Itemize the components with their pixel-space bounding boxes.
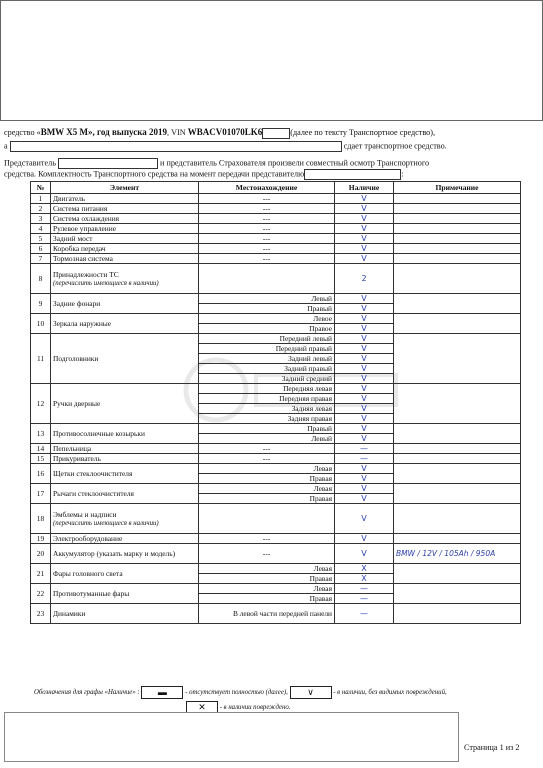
- redacted-box: [304, 169, 404, 180]
- row-element: Противотуманные фары: [51, 584, 199, 604]
- legend: [34, 686, 447, 714]
- row-location: [199, 504, 335, 534]
- legend-dash-box: ▬: [141, 686, 183, 699]
- row-note: [394, 604, 521, 624]
- row-presence-mark: V: [335, 204, 394, 214]
- row-number: 23: [31, 604, 51, 624]
- row-location: Передний правый: [199, 344, 335, 354]
- page-number: Страница 1 из 2: [464, 743, 520, 752]
- row-presence-mark: —: [335, 454, 394, 464]
- row-element: Прикуриватель: [51, 454, 199, 464]
- row-element: Тормозная система: [51, 254, 199, 264]
- text: (далее по тексту Транспортное средство),: [290, 128, 436, 137]
- row-number: 2: [31, 204, 51, 214]
- row-note: [394, 314, 521, 334]
- row-number: 22: [31, 584, 51, 604]
- row-note: [394, 244, 521, 254]
- row-location: ---: [199, 234, 335, 244]
- row-location: В левой части передней панели: [199, 604, 335, 624]
- redacted-signature-area: [4, 712, 459, 762]
- legend-prefix: Обозначения для графы «Наличие» :: [34, 689, 140, 697]
- doc-line-4: [4, 169, 404, 180]
- redacted-header-area: [0, 0, 543, 121]
- table-header-row: [31, 182, 521, 194]
- row-presence-mark: V: [335, 534, 394, 544]
- row-number: 4: [31, 224, 51, 234]
- row-number: 9: [31, 294, 51, 314]
- row-number: 3: [31, 214, 51, 224]
- row-location: Передняя правая: [199, 394, 335, 404]
- text: сдает транспортное средство.: [343, 141, 447, 151]
- row-note: [394, 334, 521, 384]
- row-element: Щетки стеклоочистителя: [51, 464, 199, 484]
- row-location: Левая: [199, 584, 335, 594]
- row-number: 19: [31, 534, 51, 544]
- row-element: [51, 504, 199, 534]
- row-location: ---: [199, 254, 335, 264]
- row-location: Задний правый: [199, 364, 335, 374]
- row-location: Правый: [199, 424, 335, 434]
- col-header-location: Местонахождение: [199, 182, 335, 194]
- row-presence-mark: V: [335, 384, 394, 394]
- row-presence-mark: 2: [335, 264, 394, 294]
- row-presence-mark: V: [335, 214, 394, 224]
- row-presence-mark: V: [335, 244, 394, 254]
- row-element: Электрооборудование: [51, 534, 199, 544]
- row-element: Подголовники: [51, 334, 199, 384]
- table-row: [31, 264, 521, 294]
- row-element: Динамики: [51, 604, 199, 624]
- row-presence-mark: V: [335, 404, 394, 414]
- row-element-subtitle: (перечислить имеющиеся в наличии): [53, 279, 159, 287]
- row-note: [394, 264, 521, 294]
- table-row: [31, 254, 521, 264]
- row-presence-mark: V: [335, 484, 394, 494]
- row-number: 20: [31, 544, 51, 564]
- row-location: ---: [199, 224, 335, 234]
- row-location: Правая: [199, 494, 335, 504]
- table-row: [31, 194, 521, 204]
- col-header-num: №: [31, 182, 51, 194]
- table-row: [31, 604, 521, 624]
- row-location: ---: [199, 244, 335, 254]
- row-element: Аккумулятор (указать марку и модель): [51, 544, 199, 564]
- row-note: [394, 444, 521, 454]
- row-number: 18: [31, 504, 51, 534]
- row-presence-mark: X: [335, 574, 394, 584]
- row-presence-mark: V: [335, 414, 394, 424]
- row-location: ---: [199, 534, 335, 544]
- row-location: ---: [199, 214, 335, 224]
- row-presence-mark: V: [335, 254, 394, 264]
- doc-line-3: [4, 158, 429, 169]
- row-note: [394, 224, 521, 234]
- table-row: [31, 484, 521, 494]
- table-row: [31, 334, 521, 344]
- car-year: 2019: [149, 127, 168, 137]
- row-location: ---: [199, 544, 335, 564]
- row-location: Задняя левая: [199, 404, 335, 414]
- row-presence-mark: V: [335, 364, 394, 374]
- row-note: [394, 214, 521, 224]
- row-presence-mark: V: [335, 294, 394, 304]
- row-presence-mark: V: [335, 194, 394, 204]
- row-presence-mark: V: [335, 234, 394, 244]
- row-note: [394, 254, 521, 264]
- row-presence-mark: V: [335, 434, 394, 444]
- row-element-title: Принадлежности ТС: [53, 269, 119, 279]
- row-number: 17: [31, 484, 51, 504]
- row-element: Система питания: [51, 204, 199, 214]
- table-row: [31, 464, 521, 474]
- row-number: 8: [31, 264, 51, 294]
- table-row: [31, 244, 521, 254]
- row-location: Правая: [199, 474, 335, 484]
- row-presence-mark: —: [335, 604, 394, 624]
- table-row: [31, 224, 521, 234]
- row-presence-mark: V: [335, 374, 394, 384]
- row-location: Правая: [199, 574, 335, 584]
- row-number: 6: [31, 244, 51, 254]
- table-row: [31, 564, 521, 574]
- row-presence-mark: V: [335, 494, 394, 504]
- table-row: [31, 384, 521, 394]
- row-location: [199, 264, 335, 294]
- row-element: Фары головного света: [51, 564, 199, 584]
- row-number: 14: [31, 444, 51, 454]
- row-element: Ручки дверные: [51, 384, 199, 424]
- text: средство «: [4, 128, 41, 137]
- row-number: 12: [31, 384, 51, 424]
- row-note: [394, 534, 521, 544]
- legend-x-box: ✕: [186, 701, 218, 714]
- row-note: [394, 204, 521, 214]
- table-row: [31, 424, 521, 434]
- row-location: Задняя правая: [199, 414, 335, 424]
- row-note: [394, 234, 521, 244]
- row-presence-mark: V: [335, 394, 394, 404]
- table-row: [31, 584, 521, 594]
- row-element: Рулевое управление: [51, 224, 199, 234]
- legend-dash-text: - отсутствует полностью (далее),: [185, 689, 288, 697]
- col-header-note: Примечание: [394, 182, 521, 194]
- text: :: [401, 169, 404, 179]
- text: , VIN: [167, 128, 188, 137]
- legend-check-text: - в наличии, без видимых повреждений,: [333, 689, 447, 697]
- row-note: [394, 424, 521, 444]
- row-element: Противосолнечные козырьки: [51, 424, 199, 444]
- table-row: [31, 544, 521, 564]
- text: Представитель: [4, 158, 56, 168]
- row-location: Левая: [199, 564, 335, 574]
- table-row: [31, 454, 521, 464]
- table-row: [31, 314, 521, 324]
- col-header-element: Элемент: [51, 182, 199, 194]
- row-note: BMW / 12V / 105Ah / 950A: [394, 544, 521, 564]
- row-location: Правый: [199, 304, 335, 314]
- table-row: [31, 444, 521, 454]
- table-row: [31, 214, 521, 224]
- row-element: Система охлаждения: [51, 214, 199, 224]
- row-presence-mark: V: [335, 304, 394, 314]
- row-note: [394, 454, 521, 464]
- row-number: 10: [31, 314, 51, 334]
- row-element: [51, 264, 199, 294]
- doc-line-1: [4, 127, 435, 139]
- row-note: [394, 384, 521, 424]
- car-model: BMW X5 M: [40, 127, 89, 137]
- row-presence-mark: V: [335, 224, 394, 234]
- col-header-presence: Наличие: [335, 182, 394, 194]
- redacted-box: [262, 128, 290, 139]
- row-location: Передний левый: [199, 334, 335, 344]
- row-presence-mark: V: [335, 504, 394, 534]
- row-location: ---: [199, 204, 335, 214]
- row-presence-mark: V: [335, 424, 394, 434]
- row-presence-mark: V: [335, 334, 394, 344]
- row-location: ---: [199, 454, 335, 464]
- table-row: [31, 294, 521, 304]
- table-row: [31, 234, 521, 244]
- redacted-box: [10, 141, 342, 152]
- row-location: Правая: [199, 594, 335, 604]
- row-number: 7: [31, 254, 51, 264]
- row-number: 13: [31, 424, 51, 444]
- row-element: Пепельница: [51, 444, 199, 454]
- table-row: [31, 504, 521, 534]
- row-location: Задний левый: [199, 354, 335, 364]
- row-presence-mark: V: [335, 464, 394, 474]
- doc-line-2: [4, 141, 447, 152]
- row-location: Левый: [199, 294, 335, 304]
- row-presence-mark: V: [335, 354, 394, 364]
- text: средства. Комплектность Транспортного средства на момент передачи представителю: [4, 169, 305, 179]
- row-note: [394, 294, 521, 314]
- row-presence-mark: —: [335, 444, 394, 454]
- row-presence-mark: —: [335, 584, 394, 594]
- row-note: [394, 584, 521, 604]
- row-element: Рычаги стеклоочистителя: [51, 484, 199, 504]
- row-presence-mark: V: [335, 474, 394, 484]
- row-location: Левый: [199, 434, 335, 444]
- row-presence-mark: V: [335, 324, 394, 334]
- table-row: [31, 204, 521, 214]
- text: », год выпуска: [88, 127, 150, 137]
- row-number: 1: [31, 194, 51, 204]
- row-presence-mark: V: [335, 314, 394, 324]
- row-element: Задний мост: [51, 234, 199, 244]
- row-location: Левое: [199, 314, 335, 324]
- row-number: 15: [31, 454, 51, 464]
- row-element: Зеркала наружные: [51, 314, 199, 334]
- redacted-box: [58, 158, 158, 169]
- row-location: Передняя левая: [199, 384, 335, 394]
- row-element: Коробка передач: [51, 244, 199, 254]
- row-presence-mark: V: [335, 344, 394, 354]
- legend-check-box: ∨: [290, 686, 332, 699]
- inspection-table: [30, 181, 521, 624]
- row-element: Двигатель: [51, 194, 199, 204]
- text: и представитель Страхователя произвели совместный осмотр Транспортного: [160, 158, 430, 168]
- row-presence-mark: V: [335, 544, 394, 564]
- row-number: 5: [31, 234, 51, 244]
- row-note: [394, 194, 521, 204]
- row-location: ---: [199, 194, 335, 204]
- row-location: Задний средний: [199, 374, 335, 384]
- row-presence-mark: —: [335, 594, 394, 604]
- row-element-title: Эмблемы и надписи: [53, 509, 117, 519]
- row-element-subtitle: (перечислить имеющиеся в наличии): [53, 519, 159, 527]
- row-element: Задние фонари: [51, 294, 199, 314]
- row-number: 11: [31, 334, 51, 384]
- legend-x-text: - в наличии повреждено.: [219, 704, 291, 712]
- row-presence-mark: X: [335, 564, 394, 574]
- row-location: Правое: [199, 324, 335, 334]
- row-note: [394, 504, 521, 534]
- row-note: [394, 564, 521, 584]
- row-location: Левая: [199, 464, 335, 474]
- row-note: [394, 484, 521, 504]
- vin-value: WBACV01070LK6: [187, 127, 263, 137]
- row-number: 21: [31, 564, 51, 584]
- row-location: Левая: [199, 484, 335, 494]
- text: а: [4, 141, 8, 151]
- row-location: ---: [199, 444, 335, 454]
- row-note: [394, 464, 521, 484]
- table-row: [31, 534, 521, 544]
- row-number: 16: [31, 464, 51, 484]
